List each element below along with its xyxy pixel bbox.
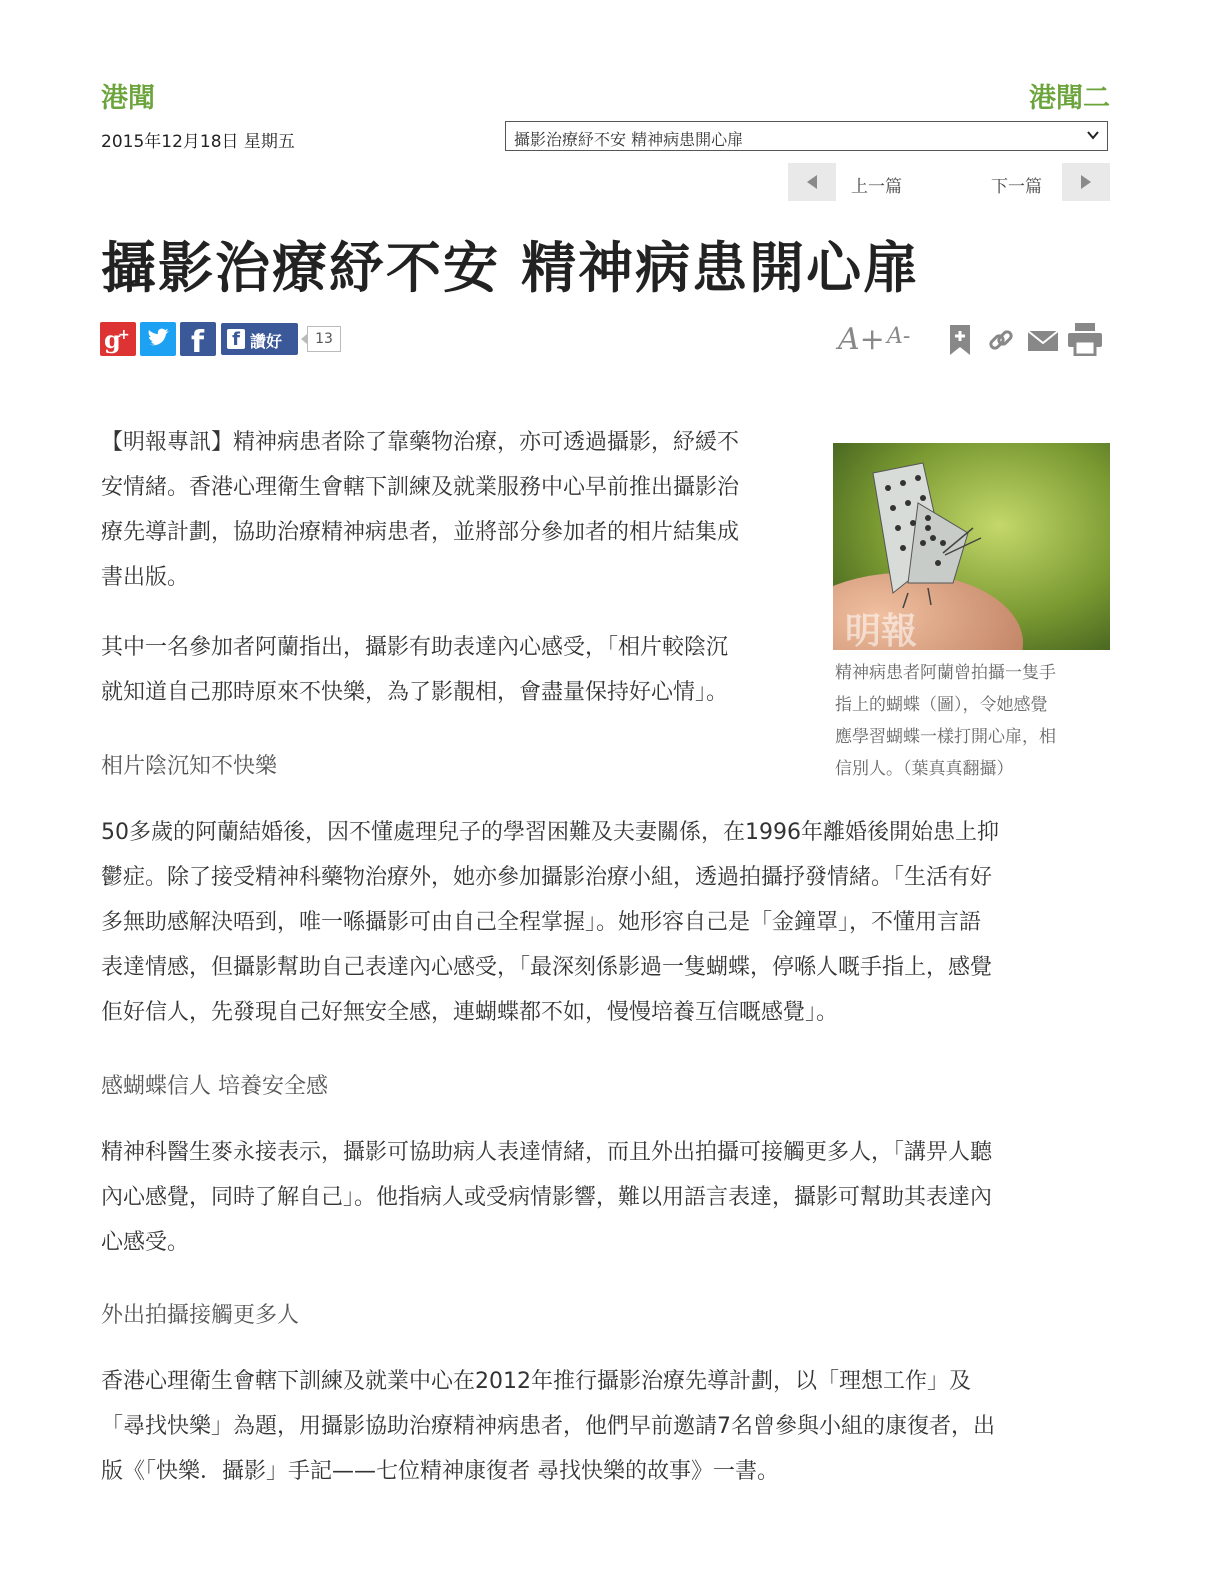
paragraph-line: 其中一名參加者阿蘭指出，攝影有助表達內心感受，「相片較陰沉 (101, 635, 729, 660)
prev-article-link[interactable]: 上一篇 (851, 177, 902, 197)
caption-line: 信別人。（葉真真翻攝） (835, 759, 1014, 779)
svg-text:g: g (104, 325, 121, 354)
twitter-share-button[interactable] (140, 322, 176, 356)
article-title: 攝影治療紓不安 精神病患開心扉 (101, 236, 921, 300)
paragraph-line: 內心感覺，同時了解自己」。他指病人或受病情影響，難以用語言表達，攝影可幫助其表達內 (101, 1185, 993, 1210)
copy-link-button[interactable] (987, 326, 1015, 358)
prev-article-button[interactable] (788, 163, 836, 201)
paragraph-line: 佢好信人，先發現自己好無安全感，連蝴蝶都不如，慢慢培養互信嘅感覺」。 (101, 1000, 839, 1025)
svg-text:+: + (118, 327, 130, 343)
article-paragraph (101, 1130, 1111, 1265)
section-label[interactable]: 港聞 (101, 83, 155, 114)
article-select-value: 攝影治療紓不安 精神病患開心扉 (514, 130, 744, 149)
paragraph-line: 【明報專訊】精神病患者除了靠藥物治療，亦可透過攝影，紓緩不 (101, 430, 740, 455)
link-icon (987, 326, 1015, 354)
email-button[interactable] (1027, 330, 1059, 356)
font-increase-button[interactable]: A+ (838, 322, 885, 357)
paragraph-line: 療先導計劃，協助治療精神病患者，並將部分參加者的相片結集成 (101, 520, 740, 545)
butterfly-photo (833, 443, 1110, 650)
google-plus-icon (100, 322, 136, 356)
article-subheading: 相片陰沉知不快樂 (101, 754, 278, 779)
caption-line: 應學習蝴蝶一樣打開心扉，相 (835, 727, 1056, 747)
chevron-down-icon (1087, 129, 1099, 141)
paragraph-line: 安情緒。香港心理衛生會轄下訓練及就業服務中心早前推出攝影治 (101, 475, 740, 500)
next-article-button[interactable] (1062, 163, 1110, 201)
publish-date: 2015年12月18日 星期五 (101, 132, 295, 152)
article-paragraph (101, 420, 821, 600)
like-label: 讚好 (250, 332, 283, 351)
subsection-label[interactable]: 港聞二 (1029, 83, 1110, 114)
paragraph-line: 心感受。 (101, 1230, 190, 1255)
twitter-icon (140, 322, 176, 356)
svg-text:f: f (191, 325, 205, 356)
paragraph-line: 表達情感，但攝影幫助自己表達內心感受，「最深刻係影過一隻蝴蝶，停喺人嘅手指上，感覺 (101, 955, 993, 980)
paragraph-line: 香港心理衛生會轄下訓練及就業中心在2012年推行攝影治療先導計劃，以「理想工作」及 (101, 1369, 971, 1394)
article-paragraph (101, 810, 1111, 1035)
print-icon (1067, 322, 1103, 356)
caption-line: 指上的蝴蝶（圖），令她感覺 (835, 695, 1048, 715)
article-subheading: 感蝴蝶信人 培養安全感 (101, 1074, 328, 1099)
arrow-left-icon (805, 174, 819, 190)
photo-caption (835, 657, 1105, 785)
font-decrease-button[interactable]: A- (887, 324, 911, 349)
like-count: 13 (307, 326, 341, 352)
bookmark-button[interactable] (948, 324, 972, 360)
facebook-icon (180, 322, 216, 356)
paragraph-line: 版《「快樂．攝影」手記——七位精神康復者 尋找快樂的故事》一書。 (101, 1459, 779, 1484)
article-paragraph (101, 1359, 1111, 1494)
paragraph-line: 就知道自己那時原來不快樂，為了影靚相，會盡量保持好心情」。 (101, 680, 729, 705)
article-paragraph (101, 625, 821, 715)
photo-watermark: 明報 (845, 610, 918, 650)
paragraph-line: 50多歲的阿蘭結婚後，因不懂處理兒子的學習困難及夫妻關係，在1996年離婚後開始患上抑 (101, 820, 999, 845)
article-photo[interactable] (833, 443, 1110, 650)
paragraph-line: 「尋找快樂」為題，用攝影協助治療精神病患者，他們早前邀請7名曾參與小組的康復者，出 (101, 1414, 996, 1439)
paragraph-line: 鬱症。除了接受精神科藥物治療外，她亦參加攝影治療小組，透過拍攝抒發情緒。「生活有好 (101, 865, 993, 890)
arrow-right-icon (1079, 174, 1093, 190)
article-pager (788, 163, 1110, 201)
next-article-link[interactable]: 下一篇 (991, 177, 1042, 197)
paragraph-line: 精神科醫生麥永接表示，攝影可協助病人表達情緒，而且外出拍攝可接觸更多人，「講畀人聽 (101, 1140, 993, 1165)
paragraph-line: 書出版。 (101, 565, 190, 590)
facebook-like-button[interactable] (221, 323, 298, 355)
facebook-share-button[interactable] (180, 322, 216, 356)
email-icon (1027, 330, 1059, 352)
facebook-icon: f (227, 329, 245, 349)
article-select-dropdown[interactable] (505, 121, 1108, 151)
google-plus-share-button[interactable] (100, 322, 136, 356)
print-button[interactable] (1067, 322, 1103, 360)
paragraph-line: 多無助感解決唔到，唯一喺攝影可由自己全程掌握」。她形容自己是「金鐘罩」，不懂用言語 (101, 910, 982, 935)
article-subheading: 外出拍攝接觸更多人 (101, 1303, 300, 1328)
bookmark-icon (948, 324, 972, 356)
caption-line: 精神病患者阿蘭曾拍攝一隻手 (835, 663, 1056, 683)
